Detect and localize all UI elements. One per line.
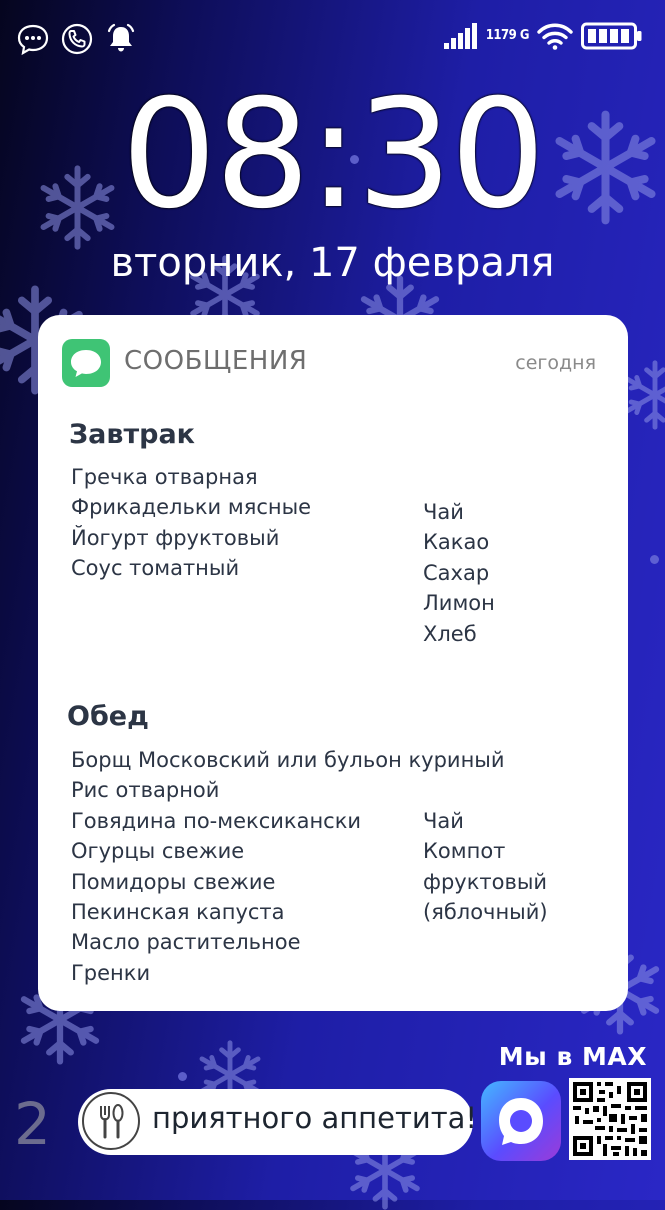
breakfast-title: Завтрак bbox=[69, 419, 196, 450]
chat-bubble-icon bbox=[16, 22, 50, 56]
lock-screen-clock: 08:30 bbox=[121, 68, 544, 242]
messages-app-icon bbox=[62, 339, 110, 387]
list-item: Сахар bbox=[423, 560, 490, 585]
snow-dot bbox=[650, 555, 659, 564]
network-speed: 1179 G bbox=[485, 28, 529, 43]
speech-bubble-icon bbox=[62, 339, 110, 387]
qr-code-icon bbox=[569, 1078, 651, 1160]
snow-dot bbox=[178, 1072, 187, 1081]
list-item: Компот bbox=[423, 839, 506, 864]
max-logo-icon bbox=[481, 1081, 561, 1161]
list-item: Чай bbox=[423, 500, 464, 524]
list-item: фруктовый bbox=[423, 869, 548, 894]
cutlery-icon bbox=[82, 1092, 140, 1150]
notification-app-name: СООБЩЕНИЯ bbox=[124, 346, 308, 376]
list-item: Помидоры свежие bbox=[71, 869, 276, 894]
partial-digit: 2 bbox=[14, 1090, 51, 1158]
status-bar-left bbox=[16, 22, 138, 56]
max-promo-label: Мы в MAX bbox=[498, 1042, 647, 1071]
list-item: Йогурт фруктовый bbox=[71, 525, 280, 550]
list-item: Гречка отварная bbox=[71, 465, 258, 489]
lunch-drinks-list bbox=[423, 806, 548, 928]
list-item: Рис отварной bbox=[71, 778, 220, 803]
lunch-title: Обед bbox=[67, 701, 149, 732]
list-item: Огурцы свежие bbox=[71, 839, 245, 864]
list-item: Пекинская капуста bbox=[71, 900, 285, 925]
list-item: Лимон bbox=[423, 591, 495, 616]
notification-time: сегодня bbox=[515, 352, 596, 374]
breakfast-food-list bbox=[71, 462, 311, 584]
list-item: Соус томатный bbox=[71, 556, 240, 581]
list-item: Гренки bbox=[71, 960, 151, 985]
max-app-logo[interactable] bbox=[481, 1081, 561, 1161]
alarm-bell-icon bbox=[104, 22, 138, 56]
list-item: Борщ Московский или бульон куриный bbox=[71, 748, 505, 772]
list-item: Чай bbox=[423, 809, 464, 833]
lock-screen-date: вторник, 17 февраля bbox=[110, 240, 555, 286]
list-item: (яблочный) bbox=[423, 900, 548, 925]
bon-appetit-banner bbox=[78, 1089, 478, 1155]
bon-appetit-text: приятного аппетита! bbox=[152, 1101, 478, 1135]
list-item: Масло растительное bbox=[71, 930, 301, 955]
messages-notification-card[interactable] bbox=[38, 315, 628, 1011]
list-item: Говядина по-мексикански bbox=[71, 808, 362, 833]
list-item: Хлеб bbox=[423, 621, 477, 646]
list-item: Фрикадельки мясные bbox=[71, 495, 312, 520]
signal-bars-icon bbox=[444, 23, 478, 49]
phone-icon bbox=[60, 22, 94, 56]
qr-code[interactable] bbox=[569, 1078, 651, 1160]
battery-icon bbox=[581, 22, 643, 50]
wifi-icon bbox=[537, 22, 573, 50]
list-item: Какао bbox=[423, 530, 490, 555]
breakfast-drinks-list bbox=[423, 497, 495, 649]
status-bar-right bbox=[444, 22, 643, 50]
